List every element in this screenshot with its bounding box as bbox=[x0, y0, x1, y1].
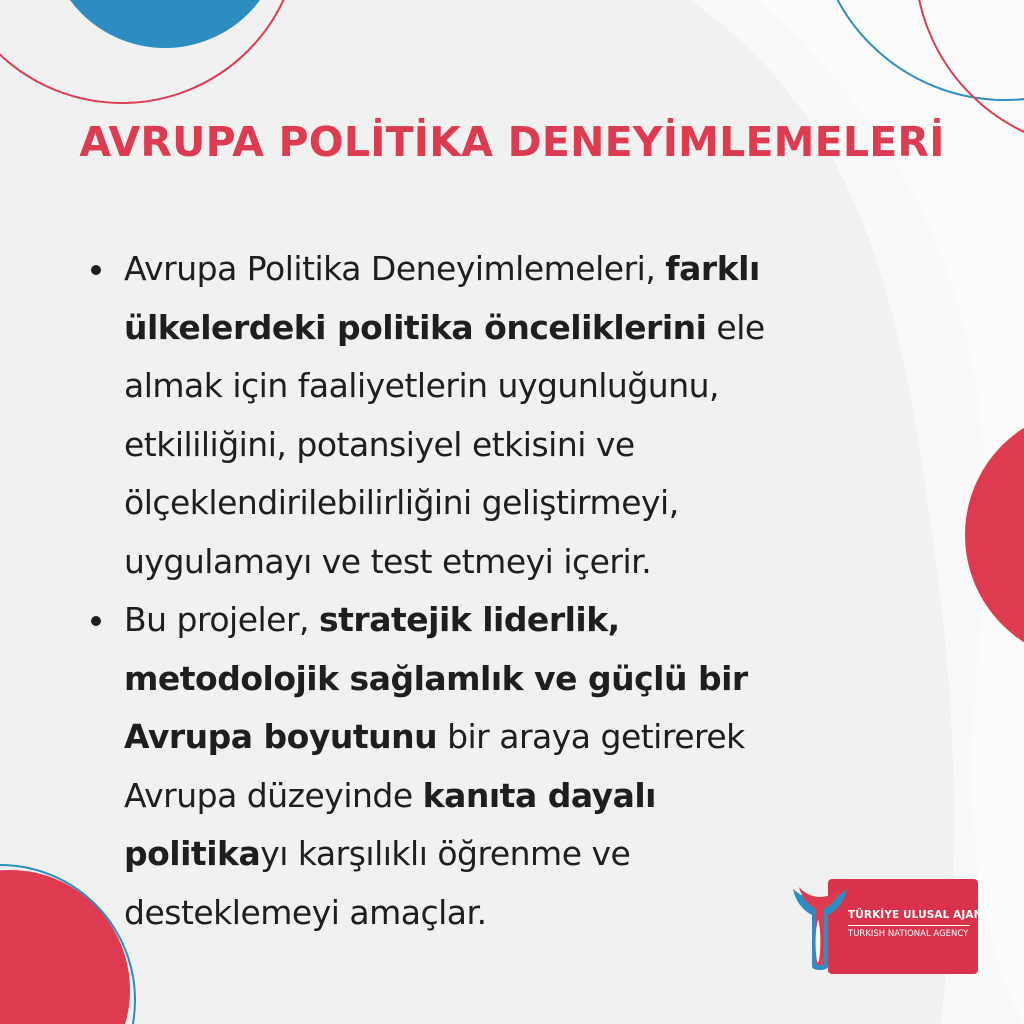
bullet-item bbox=[124, 240, 924, 591]
text: desteklemeyi amaçlar. bbox=[124, 892, 487, 932]
bullet-line bbox=[124, 299, 924, 358]
bullet-line bbox=[124, 825, 924, 884]
bullet-line bbox=[124, 474, 924, 533]
text: bir araya getirerek bbox=[437, 717, 745, 756]
national-agency-figure-icon bbox=[790, 879, 860, 974]
logo-subtitle: TURKISH NATIONAL AGENCY bbox=[848, 929, 969, 939]
bullet-line bbox=[124, 591, 924, 650]
bullet-line bbox=[124, 708, 924, 767]
logo-name: TÜRKİYE ULUSAL AJANSI bbox=[848, 909, 995, 921]
bold-text: kanıta dayalı bbox=[422, 775, 656, 815]
top-left-blue-circle bbox=[47, 0, 283, 48]
text: ele bbox=[706, 307, 765, 347]
bold-text: metodolojik sağlamlık ve güçlü bir bbox=[124, 658, 748, 698]
page-title: AVRUPA POLİTİKA DENEYİMLEMELERİ bbox=[79, 118, 945, 166]
bullet-line bbox=[124, 767, 924, 826]
text: Avrupa Politika Deneyimlemeleri, bbox=[124, 249, 666, 288]
bullet-line bbox=[124, 357, 924, 416]
bottom-left-red-circle bbox=[0, 870, 130, 1024]
bullet-line bbox=[124, 240, 924, 299]
text: uygulamayı ve test etmeyi içerir. bbox=[124, 541, 652, 581]
logo-divider bbox=[848, 925, 970, 926]
text: etkililiğini, potansiyel etkisini ve bbox=[124, 424, 635, 464]
text: Avrupa düzeyinde bbox=[124, 775, 423, 815]
agency-logo bbox=[790, 879, 995, 974]
text: ölçeklendirilebilirliğini geliştirmeyi, bbox=[124, 483, 679, 522]
bullet-line bbox=[124, 650, 924, 709]
text: almak için faaliyetlerin uygunluğunu, bbox=[124, 366, 720, 405]
text: yı karşılıklı öğrenme ve bbox=[260, 834, 631, 873]
bold-text: stratejik liderlik, bbox=[319, 600, 620, 639]
bullet-line bbox=[124, 416, 924, 475]
bold-text: politika bbox=[124, 834, 261, 873]
bullet-line bbox=[124, 533, 924, 592]
bold-text: farklı bbox=[665, 249, 760, 288]
bold-text: ülkelerdeki politika önceliklerini bbox=[124, 307, 707, 347]
bullet-list bbox=[124, 240, 924, 942]
text: Bu projeler, bbox=[124, 600, 320, 639]
bold-text: Avrupa boyutunu bbox=[124, 717, 438, 756]
